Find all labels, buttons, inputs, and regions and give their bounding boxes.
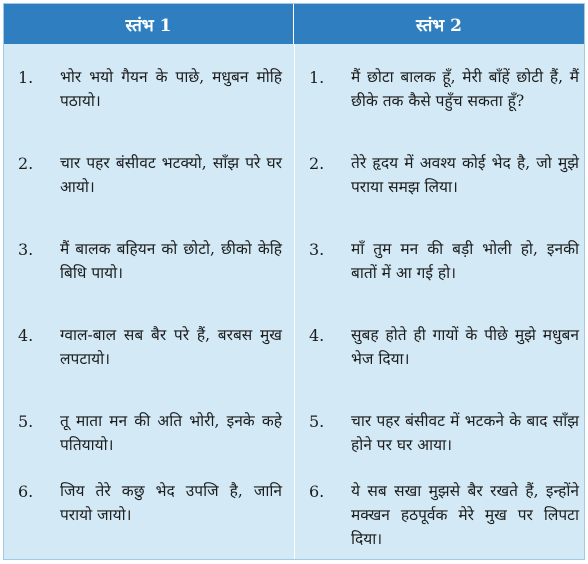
item-number: 1. (309, 68, 325, 87)
column-1-header: स्तंभ 1 (4, 4, 294, 44)
item-text: जिय तेरे कछु भेद उपजि है, जानि परायो जायो। (60, 482, 282, 524)
item-number: 3. (309, 240, 325, 259)
item-text: सुबह होते ही गायों के पीछे मुझे मधुबन भेज दिया। (351, 326, 579, 368)
item-number: 1. (18, 68, 34, 87)
item-text: ग्वाल-बाल सब बैर परे हैं, बरबस मुख लपटायो। (60, 326, 282, 368)
item-number: 4. (309, 326, 325, 345)
column-1-cell (4, 130, 294, 220)
table-header (4, 4, 584, 44)
column-2-cell (295, 216, 585, 306)
item-text: माँ तुम मन की बड़ी भोली हो, इनकी बातों में आ गई हो। (351, 240, 579, 282)
item-number: 5. (18, 412, 34, 431)
column-1-cell (4, 216, 294, 306)
item-number: 4. (18, 326, 34, 345)
item-number: 3. (18, 240, 34, 259)
item-text: भोर भयो गैयन के पाछे, मधुबन मोहि पठायो। (60, 68, 282, 110)
item-text: ये सब सखा मुझसे बैर रखते हैं, इन्होंने मक्खन हठपूर्वक मेरे मुख पर लिपटा दिया। (351, 482, 579, 548)
item-text: तेरे हृदय में अवश्य कोई भेद है, जो मुझे पराया समझ लिया। (351, 154, 579, 196)
matching-table (3, 3, 585, 560)
column-1-cell (4, 302, 294, 392)
table-row (4, 216, 584, 306)
item-text: तू माता मन की अति भोरी, इनके कहे पतियायो। (60, 412, 282, 454)
item-text: चार पहर बंसीवट भटक्यो, साँझ परे घर आयो। (60, 154, 282, 196)
item-number: 2. (18, 154, 34, 173)
table-row (4, 458, 584, 558)
table-row (4, 44, 584, 134)
column-2-cell (295, 130, 585, 220)
item-number: 2. (309, 154, 325, 173)
column-2-cell (295, 458, 585, 558)
column-2-cell (295, 302, 585, 392)
column-2-header: स्तंभ 2 (415, 15, 462, 36)
item-text: मैं बालक बहियन को छोटो, छीको केहि बिधि पायो। (60, 240, 282, 282)
item-number: 6. (309, 482, 325, 501)
table-row (4, 130, 584, 220)
column-1-cell (4, 458, 294, 558)
column-1-cell (4, 44, 294, 134)
item-text: चार पहर बंसीवट में भटकने के बाद साँझ होने पर घर आया। (351, 412, 579, 454)
column-2-cell (295, 44, 585, 134)
item-number: 6. (18, 482, 34, 501)
item-number: 5. (309, 412, 325, 431)
table-row (4, 302, 584, 392)
item-text: मैं छोटा बालक हूँ, मेरी बाँहें छोटी हैं, मैं छीके तक कैसे पहुँच सकता हूँ? (351, 68, 579, 110)
